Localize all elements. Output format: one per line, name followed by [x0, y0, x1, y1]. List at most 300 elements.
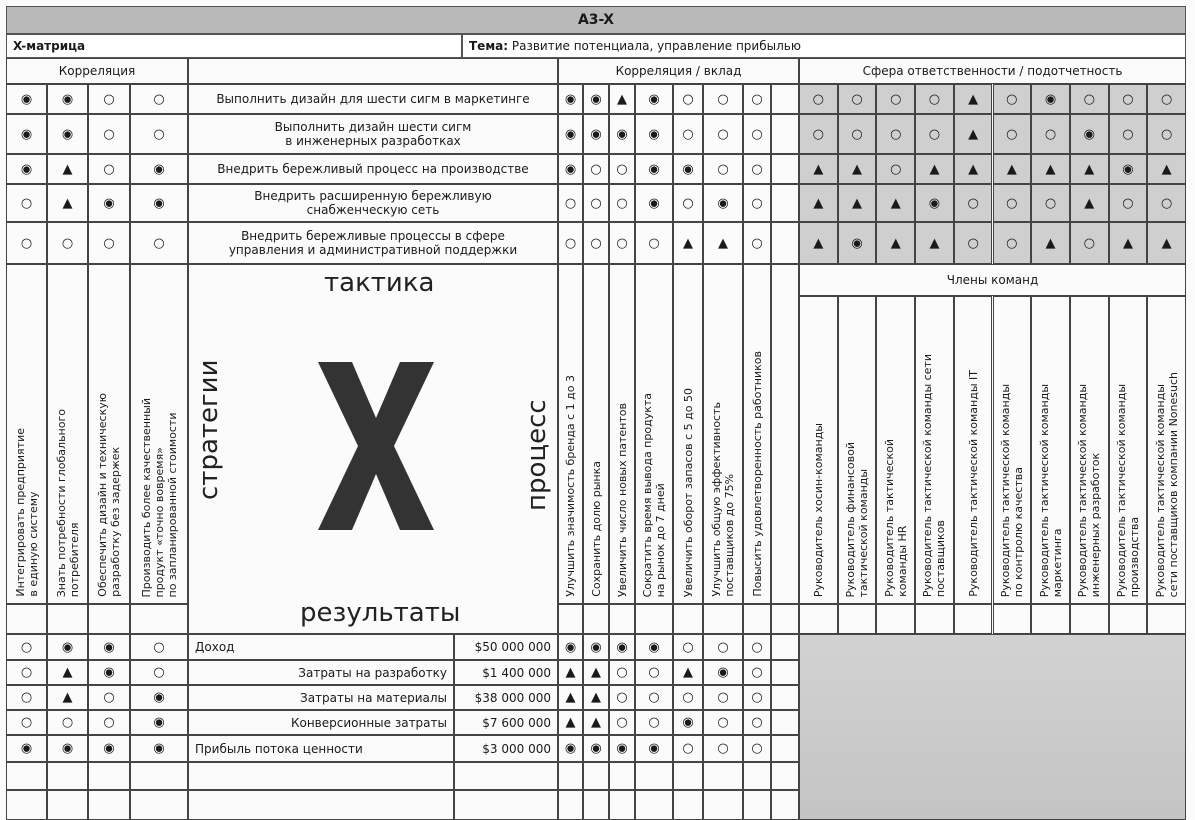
weak-correlation-icon: ○	[751, 161, 763, 177]
strong-correlation-icon: ◉	[682, 161, 694, 177]
weak-correlation-icon: ○	[648, 665, 660, 680]
empty-cell	[583, 790, 609, 820]
triangle-correlation-icon: ▲	[1084, 195, 1095, 211]
weak-correlation-icon: ○	[564, 195, 577, 211]
result-strategy-cell	[47, 634, 88, 660]
weak-correlation-icon: ○	[590, 195, 602, 211]
weak-correlation-icon: ○	[717, 690, 729, 705]
tactic-strategy-cell	[6, 222, 47, 264]
weak-correlation-icon: ○	[1160, 91, 1173, 107]
empty-cell	[703, 762, 743, 790]
process-column-label	[673, 264, 703, 604]
tactic-process-cell	[583, 154, 609, 184]
strong-correlation-icon: ◉	[103, 639, 115, 655]
result-strategy-cell	[88, 660, 130, 685]
weak-correlation-icon: ○	[751, 741, 763, 756]
process-column-label	[635, 264, 673, 604]
strong-correlation-icon: ◉	[153, 690, 165, 705]
result-strategy-cell	[6, 735, 47, 762]
tactic-process-cell	[635, 84, 673, 114]
weak-correlation-icon: ○	[1122, 126, 1134, 142]
process-text: Сократить время вывода продукта на рынок до 7 дней	[641, 392, 667, 597]
weak-correlation-icon: ○	[812, 126, 825, 142]
empty-cell	[771, 604, 799, 634]
weak-correlation-icon: ○	[717, 126, 729, 142]
result-process-cell	[673, 685, 703, 710]
tactic-team-cell	[1031, 84, 1070, 114]
result-process-cell	[558, 685, 583, 710]
tactic-team-cell	[1070, 222, 1109, 264]
empty-cell	[771, 735, 799, 762]
result-strategy-cell	[130, 634, 188, 660]
result-process-cell	[703, 735, 743, 762]
tactic-strategy-cell	[47, 222, 88, 264]
result-label: Затраты на разработку	[188, 660, 454, 685]
process-text: Повысить удовлетворенность работников	[750, 351, 764, 597]
weak-correlation-icon: ○	[590, 235, 602, 251]
topic-prefix: Тема:	[469, 39, 509, 53]
result-strategy-cell	[130, 735, 188, 762]
responsibility-header: Сфера ответственности / подотчетность	[799, 58, 1186, 84]
process-column-label	[583, 264, 609, 604]
tactic-team-cell	[1109, 184, 1148, 222]
weak-correlation-icon: ○	[682, 741, 694, 756]
result-strategy-cell	[6, 634, 47, 660]
empty-cell	[771, 154, 799, 184]
team-member-column	[1031, 296, 1070, 604]
tactic-team-cell	[993, 84, 1032, 114]
team-member-column	[1147, 296, 1186, 604]
triangle-correlation-icon: ▲	[1045, 161, 1056, 177]
tactic-team-cell	[1147, 154, 1186, 184]
weak-correlation-icon: ○	[890, 161, 902, 177]
triangle-correlation-icon: ▲	[1122, 235, 1133, 251]
weak-correlation-icon: ○	[717, 639, 729, 655]
tactic-strategy-cell	[6, 184, 47, 222]
tactic-strategy-cell	[130, 184, 188, 222]
empty-cell	[771, 222, 799, 264]
empty-cell	[993, 604, 1032, 634]
empty-cell	[130, 762, 188, 790]
tactic-process-cell	[703, 84, 743, 114]
team-member-column	[1109, 296, 1148, 604]
result-process-cell	[635, 685, 673, 710]
weak-correlation-icon: ○	[153, 665, 165, 680]
empty-cell	[771, 762, 799, 790]
process-column-label	[743, 264, 771, 604]
tactic-process-cell	[635, 222, 673, 264]
weak-correlation-icon: ○	[682, 690, 694, 705]
result-process-cell	[673, 634, 703, 660]
empty-cell	[635, 762, 673, 790]
tactic-strategy-cell	[88, 222, 130, 264]
result-process-cell	[609, 735, 635, 762]
weak-correlation-icon: ○	[648, 235, 660, 251]
tactic-team-cell	[1147, 222, 1186, 264]
strong-correlation-icon: ◉	[564, 639, 577, 655]
weak-correlation-icon: ○	[1006, 235, 1018, 251]
tactic-team-cell	[1109, 84, 1148, 114]
tactic-process-cell	[558, 184, 583, 222]
strong-correlation-icon: ◉	[61, 741, 74, 756]
strategy-text: Производить более качественный продукт «точно вовремя» по запланированной стоимости	[139, 397, 179, 597]
triangle-correlation-icon: ▲	[62, 690, 73, 705]
tactic-team-cell	[1031, 184, 1070, 222]
tactic-strategy-cell	[6, 154, 47, 184]
tactic-team-cell	[915, 222, 954, 264]
tactic-strategy-cell	[47, 184, 88, 222]
tactic-team-cell	[1031, 114, 1070, 154]
tactic-process-cell	[703, 114, 743, 154]
strategy-text: Интегрировать предприятие в единую систему	[13, 428, 40, 597]
strategy-column-label	[130, 264, 188, 604]
result-value: $7 600 000	[454, 710, 558, 735]
strong-correlation-icon: ◉	[616, 126, 628, 142]
tactic-team-cell	[838, 84, 877, 114]
triangle-correlation-icon: ▲	[683, 235, 693, 251]
strong-correlation-icon: ◉	[616, 639, 628, 655]
correlation-header: Корреляция	[6, 58, 188, 84]
empty-cell	[47, 762, 88, 790]
tactic-process-cell	[673, 114, 703, 154]
empty-cell	[47, 604, 88, 634]
empty-cell	[583, 762, 609, 790]
tactic-team-cell	[1070, 184, 1109, 222]
tactic-process-cell	[743, 114, 771, 154]
team-member-column	[1070, 296, 1109, 604]
tactic-process-cell	[703, 222, 743, 264]
team-member-text: Руководитель тактической команды HR	[882, 439, 909, 597]
topic-text: Развитие потенциала, управление прибылью	[511, 39, 801, 53]
tactic-process-cell	[583, 184, 609, 222]
weak-correlation-icon: ○	[590, 161, 602, 177]
strong-correlation-icon: ◉	[564, 91, 577, 107]
empty-cell	[771, 114, 799, 154]
strong-correlation-icon: ◉	[590, 639, 602, 655]
strong-correlation-icon: ◉	[20, 161, 33, 177]
weak-correlation-icon: ○	[1122, 91, 1134, 107]
tactic-team-cell	[954, 222, 993, 264]
empty-cell	[771, 660, 799, 685]
empty-cell	[188, 790, 454, 820]
strong-correlation-icon: ◉	[20, 741, 33, 756]
weak-correlation-icon: ○	[616, 195, 628, 211]
strong-correlation-icon: ◉	[1083, 126, 1095, 142]
triangle-correlation-icon: ▲	[813, 195, 824, 211]
weak-correlation-icon: ○	[20, 195, 33, 211]
weak-correlation-icon: ○	[648, 715, 660, 730]
tactic-strategy-cell	[130, 114, 188, 154]
result-process-cell	[703, 710, 743, 735]
tactic-process-cell	[558, 84, 583, 114]
strong-correlation-icon: ◉	[648, 126, 660, 142]
team-member-column	[915, 296, 954, 604]
team-member-text: Руководитель тактической команды сети поставщиков	[921, 353, 948, 597]
weak-correlation-icon: ○	[1006, 126, 1018, 142]
strong-correlation-icon: ◉	[1044, 91, 1057, 107]
tactic-strategy-cell	[47, 114, 88, 154]
strong-correlation-icon: ◉	[648, 91, 660, 107]
weak-correlation-icon: ○	[717, 91, 729, 107]
empty-cell	[558, 790, 583, 820]
empty-cell	[771, 184, 799, 222]
strong-correlation-icon: ◉	[1122, 161, 1134, 177]
empty-cell	[609, 762, 635, 790]
result-process-cell	[743, 735, 771, 762]
tactic-team-cell	[954, 154, 993, 184]
process-column-label	[609, 264, 635, 604]
team-members-header: Члены команд	[799, 264, 1186, 296]
weak-correlation-icon: ○	[1160, 195, 1173, 211]
result-value: $50 000 000	[454, 634, 558, 660]
weak-correlation-icon: ○	[153, 126, 165, 142]
strong-correlation-icon: ◉	[61, 126, 74, 142]
team-member-text: Руководитель тактической команды по контролю качества	[998, 383, 1025, 597]
process-column-label	[558, 264, 583, 604]
weak-correlation-icon: ○	[717, 715, 729, 730]
triangle-correlation-icon: ▲	[929, 161, 940, 177]
triangle-correlation-icon: ▲	[852, 161, 863, 177]
weak-correlation-icon: ○	[1006, 195, 1018, 211]
result-strategy-cell	[47, 685, 88, 710]
result-process-cell	[743, 710, 771, 735]
strategy-text: Знать потребности глобального потребителя	[54, 408, 81, 597]
result-process-cell	[583, 710, 609, 735]
result-strategy-cell	[47, 660, 88, 685]
tactic-team-cell	[954, 184, 993, 222]
team-member-text: Руководитель хосин-команды	[811, 422, 825, 597]
result-process-cell	[635, 660, 673, 685]
empty-cell	[609, 604, 635, 634]
tactic-team-cell	[954, 84, 993, 114]
tactic-team-cell	[993, 114, 1032, 154]
weak-correlation-icon: ○	[751, 690, 763, 705]
empty-cell	[88, 762, 130, 790]
result-process-cell	[703, 685, 743, 710]
triangle-correlation-icon: ▲	[617, 91, 627, 107]
triangle-correlation-icon: ▲	[591, 665, 601, 680]
strategy-text: Обеспечить дизайн и техническую разработку без задержек	[96, 393, 122, 597]
team-member-text: Руководитель тактической команды маркетинга	[1037, 383, 1064, 597]
empty-cell	[743, 604, 771, 634]
triangle-correlation-icon: ▲	[968, 161, 979, 177]
weak-correlation-icon: ○	[20, 235, 33, 251]
result-strategy-cell	[6, 660, 47, 685]
tactic-team-cell	[1109, 222, 1148, 264]
strong-correlation-icon: ◉	[648, 161, 660, 177]
tactic-team-cell	[1070, 154, 1109, 184]
weak-correlation-icon: ○	[851, 126, 863, 142]
blank-header	[188, 58, 558, 84]
triangle-correlation-icon: ▲	[62, 665, 73, 680]
result-strategy-cell	[130, 710, 188, 735]
weak-correlation-icon: ○	[20, 690, 33, 705]
strong-correlation-icon: ◉	[103, 665, 115, 680]
result-label: Прибыль потока ценности	[188, 735, 454, 762]
triangle-correlation-icon: ▲	[1084, 161, 1095, 177]
strong-correlation-icon: ◉	[20, 126, 33, 142]
tactic-team-cell	[876, 154, 915, 184]
tactic-row: Внедрить бережливый процесс на производстве	[188, 154, 558, 184]
result-strategy-cell	[88, 634, 130, 660]
empty-cell	[673, 790, 703, 820]
document-title: A3-X	[6, 6, 1186, 34]
empty-cell	[558, 762, 583, 790]
weak-correlation-icon: ○	[103, 715, 115, 730]
empty-cell	[635, 604, 673, 634]
weak-correlation-icon: ○	[717, 741, 729, 756]
strategy-column-label	[88, 264, 130, 604]
tactic-team-cell	[1109, 114, 1148, 154]
tactic-process-cell	[703, 184, 743, 222]
tactic-team-cell	[799, 154, 838, 184]
empty-cell	[454, 790, 558, 820]
strong-correlation-icon: ◉	[153, 195, 165, 211]
tactic-row: Выполнить дизайн для шести сигм в маркетинге	[188, 84, 558, 114]
tactic-team-cell	[1070, 84, 1109, 114]
strong-correlation-icon: ◉	[103, 741, 115, 756]
empty-cell	[703, 790, 743, 820]
tactic-team-cell	[1147, 184, 1186, 222]
weak-correlation-icon: ○	[1083, 235, 1095, 251]
triangle-correlation-icon: ▲	[62, 195, 73, 211]
weak-correlation-icon: ○	[1044, 195, 1057, 211]
weak-correlation-icon: ○	[564, 235, 577, 251]
result-strategy-cell	[88, 710, 130, 735]
empty-cell	[743, 790, 771, 820]
weak-correlation-icon: ○	[20, 665, 33, 680]
empty-cell	[88, 790, 130, 820]
result-strategy-cell	[88, 735, 130, 762]
empty-cell	[1031, 604, 1070, 634]
result-process-cell	[583, 685, 609, 710]
tactic-process-cell	[673, 154, 703, 184]
matrix-label: X-матрица	[6, 34, 462, 58]
tactic-process-cell	[673, 84, 703, 114]
triangle-correlation-icon: ▲	[565, 690, 576, 705]
strong-correlation-icon: ◉	[717, 195, 729, 211]
weak-correlation-icon: ○	[20, 639, 33, 655]
triangle-correlation-icon: ▲	[852, 195, 863, 211]
triangle-correlation-icon: ▲	[890, 235, 901, 251]
triangle-correlation-icon: ▲	[968, 91, 979, 107]
corr-contrib-header: Корреляция / вклад	[558, 58, 799, 84]
result-label: Доход	[188, 634, 454, 660]
weak-correlation-icon: ○	[751, 126, 763, 142]
empty-cell	[1070, 604, 1109, 634]
tactic-team-cell	[915, 184, 954, 222]
tactic-strategy-cell	[88, 154, 130, 184]
triangle-correlation-icon: ▲	[929, 235, 940, 251]
big-x-mark	[318, 362, 434, 530]
results-label: результаты	[300, 598, 461, 628]
strong-correlation-icon: ◉	[648, 741, 660, 756]
tactic-team-cell	[799, 184, 838, 222]
tactic-strategy-cell	[6, 114, 47, 154]
team-member-column	[799, 296, 838, 604]
tactic-team-cell	[799, 114, 838, 154]
weak-correlation-icon: ○	[103, 690, 115, 705]
result-process-cell	[635, 735, 673, 762]
empty-cell	[6, 604, 47, 634]
tactic-process-cell	[673, 184, 703, 222]
tactic-process-cell	[743, 154, 771, 184]
tactic-strategy-cell	[88, 184, 130, 222]
result-process-cell	[635, 634, 673, 660]
strong-correlation-icon: ◉	[564, 741, 577, 756]
empty-cell	[47, 790, 88, 820]
strong-correlation-icon: ◉	[590, 126, 602, 142]
tactic-row: Внедрить расширенную бережливую снабженческую сеть	[188, 184, 558, 222]
process-text: Увеличить оборот запасов с 5 до 50	[681, 387, 695, 597]
tactic-process-cell	[743, 184, 771, 222]
triangle-correlation-icon: ▲	[565, 715, 576, 730]
tactic-strategy-cell	[47, 84, 88, 114]
empty-cell	[771, 710, 799, 735]
strong-correlation-icon: ◉	[648, 639, 660, 655]
weak-correlation-icon: ○	[103, 161, 115, 177]
empty-cell	[583, 604, 609, 634]
tactic-process-cell	[673, 222, 703, 264]
weak-correlation-icon: ○	[682, 91, 694, 107]
empty-cell	[771, 84, 799, 114]
empty-cell	[771, 264, 799, 604]
weak-correlation-icon: ○	[153, 639, 165, 655]
weak-correlation-icon: ○	[682, 126, 694, 142]
empty-cell	[188, 762, 454, 790]
tactic-process-cell	[609, 84, 635, 114]
tactic-team-cell	[915, 114, 954, 154]
result-process-cell	[558, 634, 583, 660]
result-process-cell	[558, 735, 583, 762]
tactic-team-cell	[799, 222, 838, 264]
empty-cell	[454, 762, 558, 790]
tactic-team-cell	[1147, 114, 1186, 154]
result-label: Конверсионные затраты	[188, 710, 454, 735]
tactic-team-cell	[1109, 154, 1148, 184]
process-text: Увеличить число новых патентов	[615, 402, 629, 597]
tactic-team-cell	[876, 184, 915, 222]
result-value: $1 400 000	[454, 660, 558, 685]
weak-correlation-icon: ○	[851, 91, 863, 107]
weak-correlation-icon: ○	[717, 161, 729, 177]
result-process-cell	[609, 685, 635, 710]
tactic-process-cell	[609, 222, 635, 264]
weak-correlation-icon: ○	[967, 235, 979, 251]
triangle-correlation-icon: ▲	[1161, 235, 1172, 251]
weak-correlation-icon: ○	[61, 715, 74, 730]
tactic-process-cell	[743, 222, 771, 264]
triangle-correlation-icon: ▲	[683, 665, 693, 680]
empty-cell	[1147, 604, 1186, 634]
weak-correlation-icon: ○	[682, 195, 694, 211]
weak-correlation-icon: ○	[616, 161, 628, 177]
result-process-cell	[583, 660, 609, 685]
tactic-process-cell	[635, 154, 673, 184]
result-process-cell	[609, 634, 635, 660]
empty-cell	[876, 604, 915, 634]
weak-correlation-icon: ○	[1044, 126, 1057, 142]
strong-correlation-icon: ◉	[564, 126, 577, 142]
tactic-team-cell	[838, 184, 877, 222]
weak-correlation-icon: ○	[751, 195, 763, 211]
team-member-text: Руководитель тактической команды IT	[966, 370, 980, 597]
weak-correlation-icon: ○	[616, 235, 628, 251]
tactic-row: Внедрить бережливые процессы в сфере управления и административной поддержки	[188, 222, 558, 264]
triangle-correlation-icon: ▲	[890, 195, 901, 211]
triangle-correlation-icon: ▲	[1045, 235, 1056, 251]
result-value: $3 000 000	[454, 735, 558, 762]
